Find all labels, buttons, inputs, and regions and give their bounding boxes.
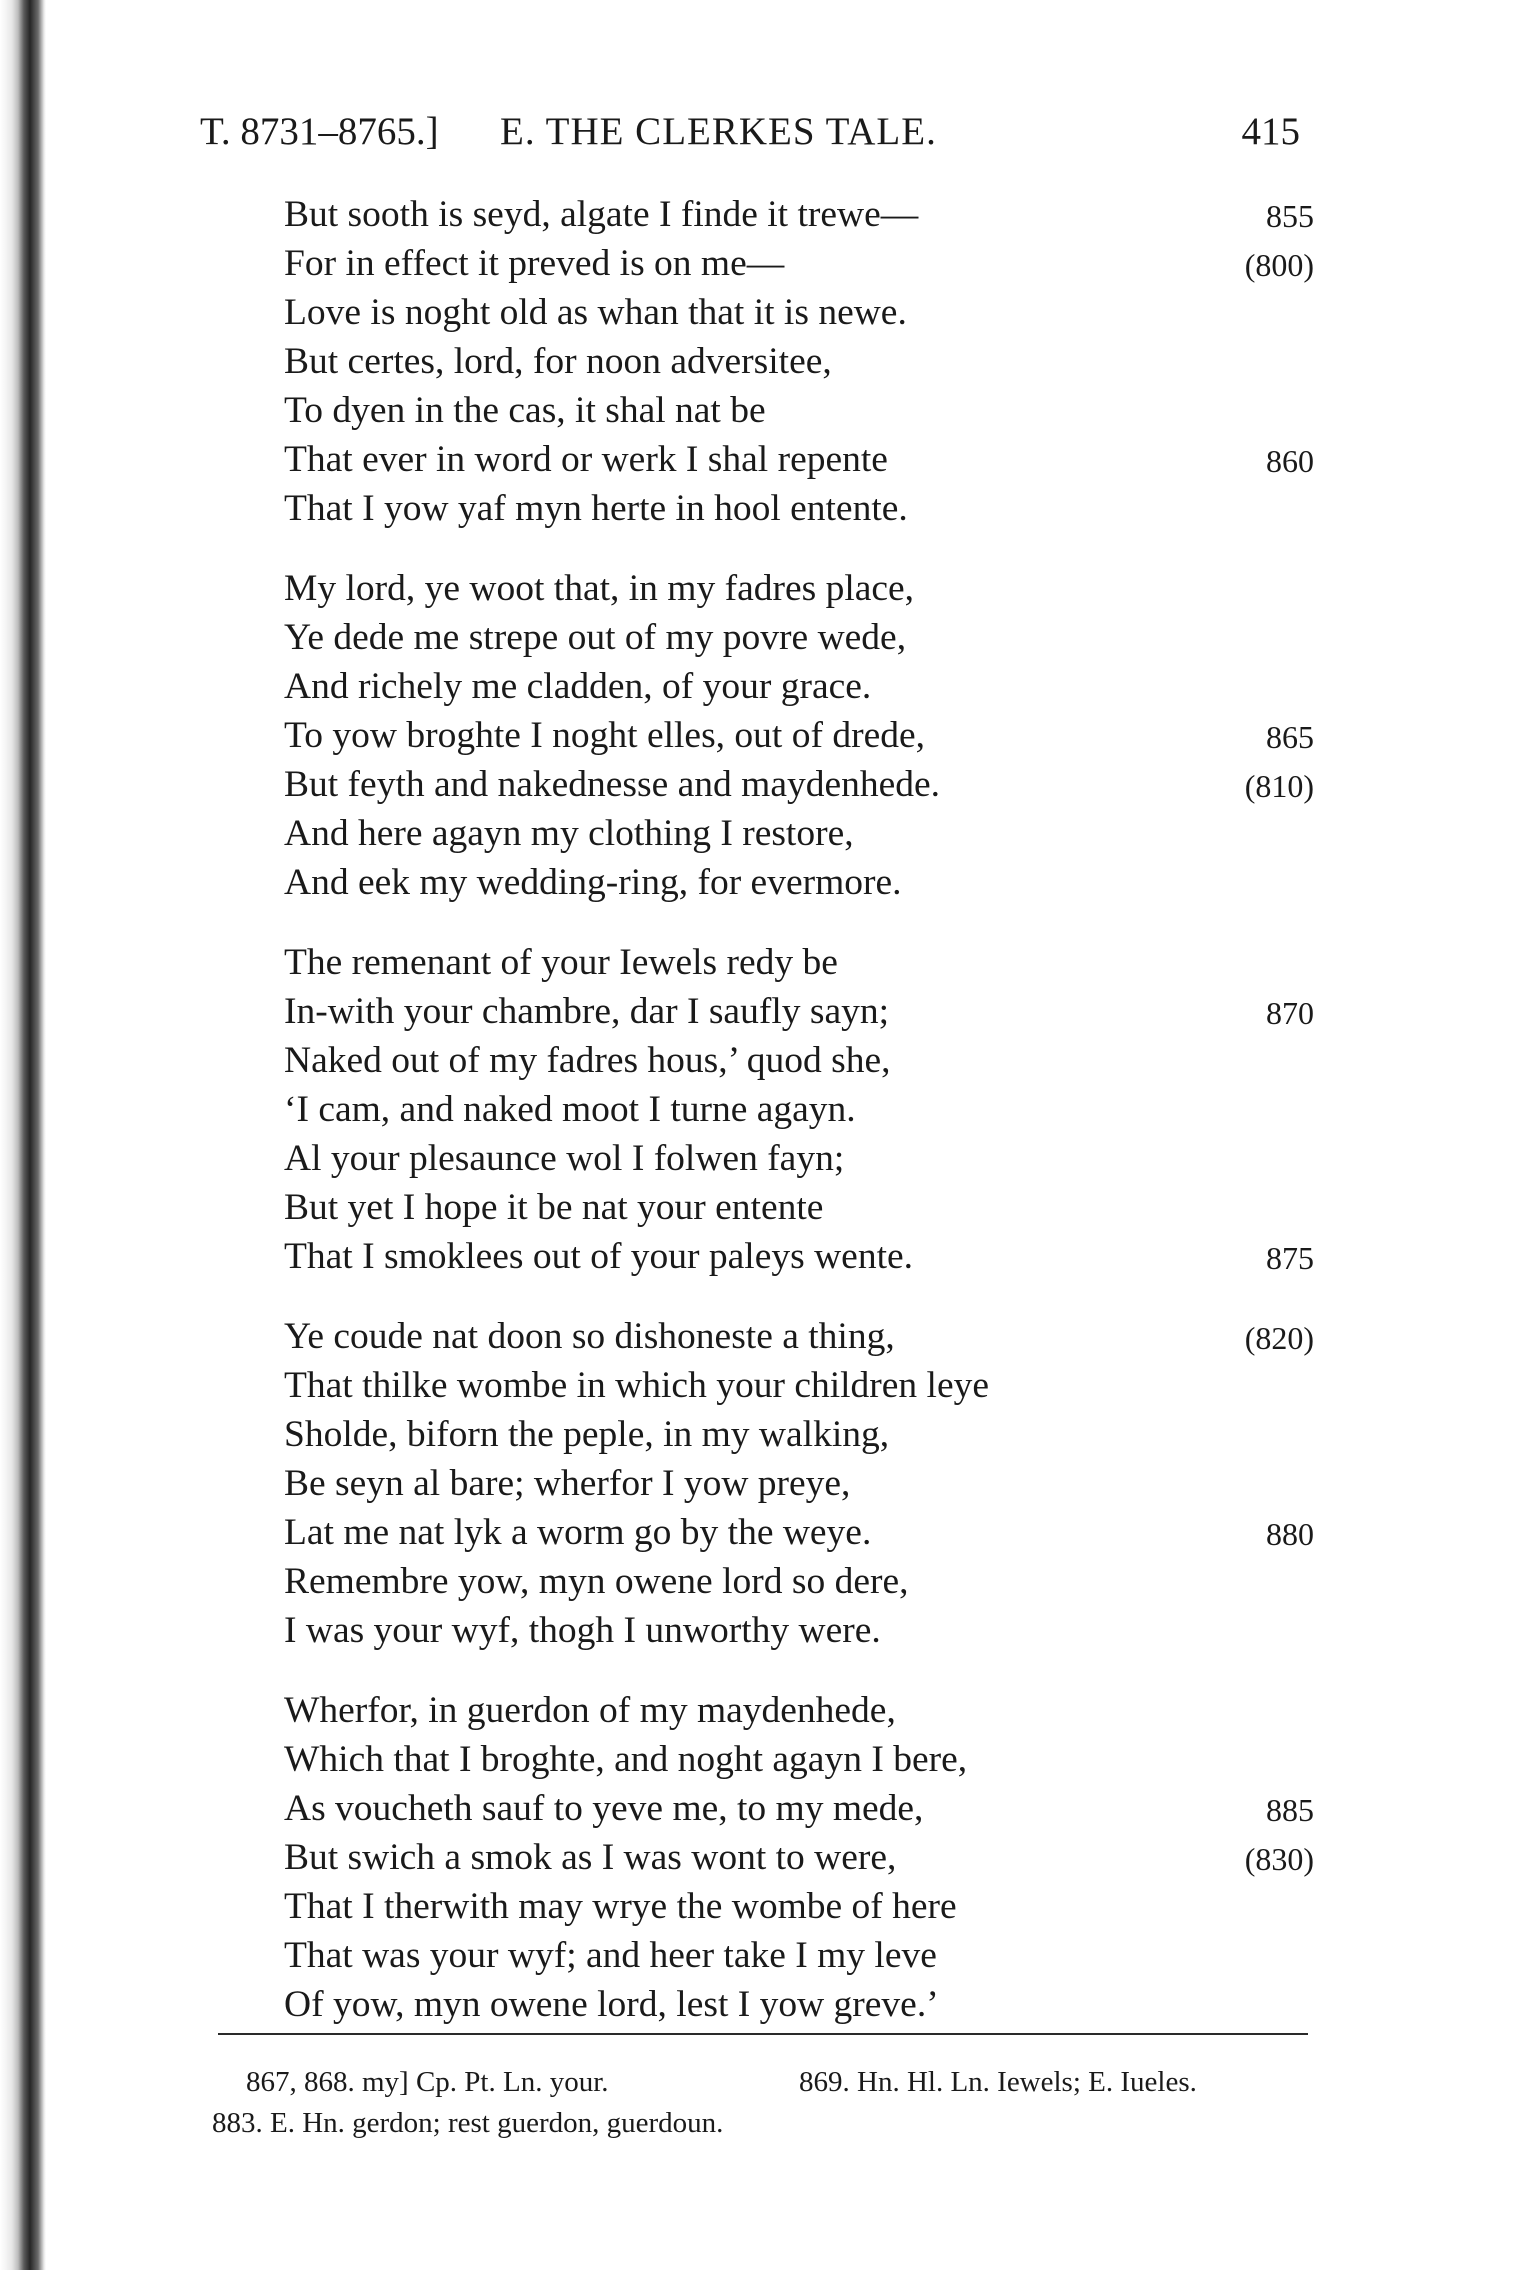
verse-text: But feyth and nakednesse and maydenhede. <box>284 764 941 805</box>
verse-text: And eek my wedding-ring, for evermore. <box>284 862 902 903</box>
verse-text: But swich a smok as I was wont to were, <box>284 1837 897 1878</box>
footnotes <box>212 2062 1322 2144</box>
line-number: (820) <box>1244 1320 1314 1356</box>
verse-line <box>284 1036 1314 1085</box>
verse-text: ‘I cam, and naked moot I turne agayn. <box>284 1089 856 1130</box>
verse-line <box>284 1361 1314 1410</box>
line-number: 855 <box>1266 198 1314 234</box>
verse-text: Lat me nat lyk a worm go by the weye. <box>284 1512 872 1553</box>
verse-line <box>284 1931 1314 1980</box>
verse-line <box>284 1134 1314 1183</box>
verse-line <box>284 1459 1314 1508</box>
footnote-867: 867, 868. my] Cp. Pt. Ln. your. <box>246 2066 609 2098</box>
verse-line <box>284 1085 1314 1134</box>
verse-line <box>284 1833 1314 1882</box>
verse-text: And here agayn my clothing I restore, <box>284 813 854 854</box>
verse-text: But yet I hope it be nat your entente <box>284 1187 824 1228</box>
verse-text: Sholde, biforn the peple, in my walking, <box>284 1414 890 1455</box>
verse-text: To yow broghte I noght elles, out of drede, <box>284 715 925 756</box>
footnote-869: 869. Hn. Hl. Ln. Iewels; E. Iueles. <box>799 2066 1197 2098</box>
verse-line <box>284 809 1314 858</box>
verse-line <box>284 386 1314 435</box>
verse-line <box>284 1980 1314 2029</box>
verse-line <box>284 435 1314 484</box>
footnote-row <box>212 2062 1322 2103</box>
verse-text: That I therwith may wrye the wombe of here <box>284 1886 957 1927</box>
line-range-ref: T. 8731–8765.] <box>200 110 439 153</box>
running-title: E. THE CLERKES TALE. <box>500 110 937 153</box>
verse-line <box>284 190 1314 239</box>
verse-line <box>284 662 1314 711</box>
page-binding-edge <box>0 0 46 2270</box>
verse-line <box>284 987 1314 1036</box>
line-number: (800) <box>1244 247 1314 283</box>
verse-text: Love is noght old as whan that it is newe. <box>284 292 907 333</box>
stanza <box>284 938 1314 1281</box>
verse-text: Naked out of my fadres hous,’ quod she, <box>284 1040 891 1081</box>
stanza <box>284 1312 1314 1655</box>
verse-line <box>284 337 1314 386</box>
verse-text: And richely me cladden, of your grace. <box>284 666 872 707</box>
line-number: 875 <box>1266 1240 1314 1276</box>
verse-line <box>284 1508 1314 1557</box>
verse-line <box>284 1232 1314 1281</box>
footnote-rule <box>218 2033 1308 2035</box>
verse-line <box>284 1686 1314 1735</box>
page-number: 415 <box>1241 110 1300 153</box>
verse-text: That was your wyf; and heer take I my leve <box>284 1935 937 1976</box>
verse-text: Ye coude nat doon so dishoneste a thing, <box>284 1316 895 1357</box>
verse-line <box>284 1557 1314 1606</box>
line-number: 860 <box>1266 443 1314 479</box>
verse-text: But sooth is seyd, algate I finde it trewe— <box>284 194 919 235</box>
verse-line <box>284 938 1314 987</box>
running-header <box>200 102 1300 162</box>
line-number: (810) <box>1244 768 1314 804</box>
verse-text: Which that I broghte, and noght agayn I bere, <box>284 1739 968 1780</box>
verse-text: As voucheth sauf to yeve me, to my mede, <box>284 1788 924 1829</box>
verse-text: That I smoklees out of your paleys wente. <box>284 1236 914 1277</box>
verse-text: I was your wyf, thogh I unworthy were. <box>284 1610 881 1651</box>
verse-text: That ever in word or werk I shal repente <box>284 439 888 480</box>
verse-line <box>284 1735 1314 1784</box>
verse-text: But certes, lord, for noon adversitee, <box>284 341 832 382</box>
line-number: 885 <box>1266 1792 1314 1828</box>
verse-text: Be seyn al bare; wherfor I yow preye, <box>284 1463 851 1504</box>
verse-line <box>284 1882 1314 1931</box>
verse-text: That I yow yaf myn herte in hool entente. <box>284 488 908 529</box>
verse-line <box>284 1312 1314 1361</box>
footnote-883: 883. E. Hn. gerdon; rest guerdon, guerdoun. <box>212 2107 724 2139</box>
verse-text: Wherfor, in guerdon of my maydenhede, <box>284 1690 896 1731</box>
line-number: 865 <box>1266 719 1314 755</box>
verse-line <box>284 288 1314 337</box>
verse-line <box>284 711 1314 760</box>
verse-text: The remenant of your Iewels redy be <box>284 942 838 983</box>
verse-text: Al your plesaunce wol I folwen fayn; <box>284 1138 845 1179</box>
verse-line <box>284 239 1314 288</box>
line-number: (830) <box>1244 1841 1314 1877</box>
poem-text <box>284 190 1314 2060</box>
verse-line <box>284 484 1314 533</box>
line-number: 880 <box>1266 1516 1314 1552</box>
verse-text: In-with your chambre, dar I saufly sayn; <box>284 991 890 1032</box>
verse-line <box>284 858 1314 907</box>
stanza <box>284 564 1314 907</box>
verse-line <box>284 1183 1314 1232</box>
verse-text: To dyen in the cas, it shal nat be <box>284 390 766 431</box>
verse-text: For in effect it preved is on me— <box>284 243 785 284</box>
footnote-row <box>212 2103 1322 2144</box>
verse-line <box>284 1410 1314 1459</box>
verse-line <box>284 1784 1314 1833</box>
verse-line <box>284 760 1314 809</box>
verse-line <box>284 613 1314 662</box>
verse-text: Ye dede me strepe out of my povre wede, <box>284 617 907 658</box>
verse-line <box>284 1606 1314 1655</box>
verse-line <box>284 564 1314 613</box>
verse-text: My lord, ye woot that, in my fadres place, <box>284 568 915 609</box>
verse-text: Of yow, myn owene lord, lest I yow greve.’ <box>284 1984 939 2025</box>
stanza <box>284 190 1314 533</box>
stanza <box>284 1686 1314 2029</box>
verse-text: Remembre yow, myn owene lord so dere, <box>284 1561 909 1602</box>
verse-text: That thilke wombe in which your children leye <box>284 1365 990 1406</box>
line-number: 870 <box>1266 995 1314 1031</box>
